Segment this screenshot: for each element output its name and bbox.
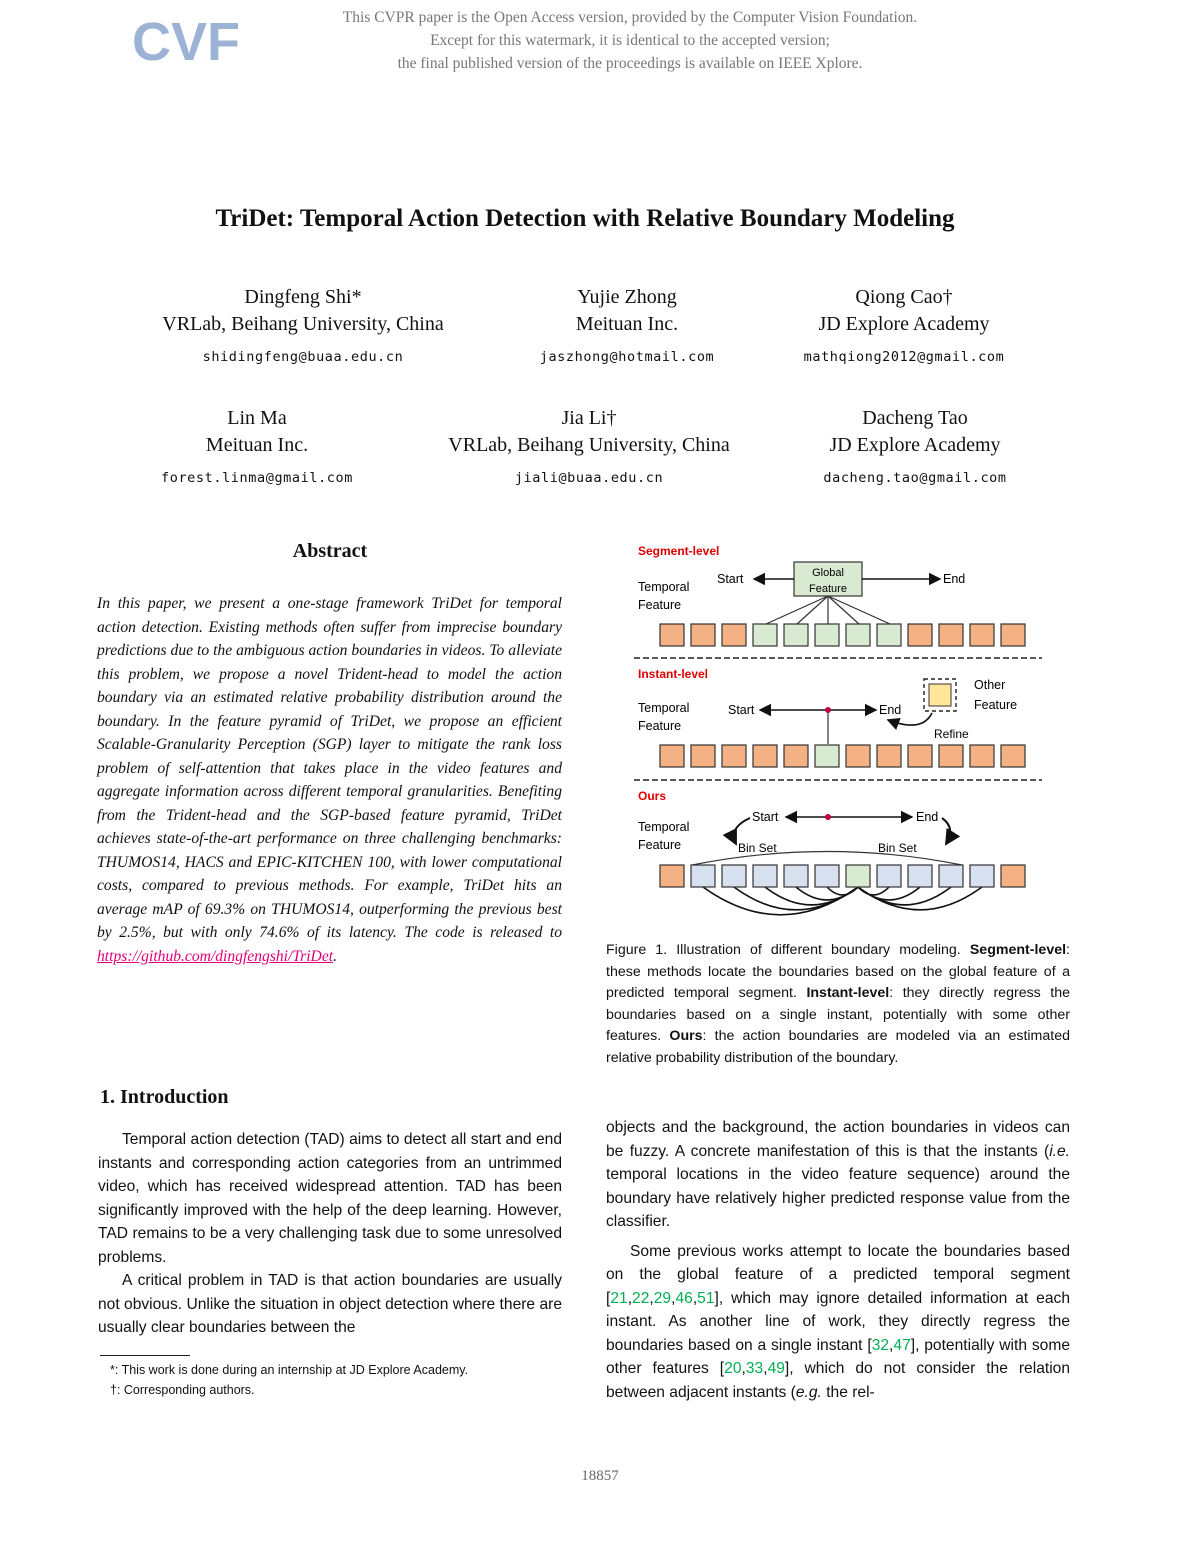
start-label-seg: Start [717,572,744,586]
author-block-6 [735,405,1095,492]
feature-cell [722,745,746,767]
feature-cell [846,745,870,767]
temporal-feature-text: Temporal Feature [638,820,690,852]
author-block-4 [77,405,437,492]
start-label-ours: Start [752,810,779,824]
footnotes [110,1360,468,1400]
caption-intro: Illustration of different boundary modeling. [676,942,961,958]
author-block-3 [724,284,1084,371]
temporal-feature-label: Temporal Feature [638,580,690,612]
feature-cell [815,624,839,646]
feature-cell [1001,624,1025,646]
refine-label: Refine [934,727,969,741]
citation-link[interactable]: 29 [653,1289,672,1307]
watermark [260,6,1000,75]
temporal-feature-text: Temporal Feature [638,701,690,733]
author-email: mathqiong2012@gmail.com [803,349,1005,365]
feature-cell [691,745,715,767]
panel-label-instant: Instant-level [638,667,709,681]
section-heading-introduction: 1. Introduction [100,1086,229,1108]
caption-segment-bold: Segment-level [969,942,1067,958]
feature-cell [784,745,808,767]
relation-arc [827,887,858,895]
relation-arc [858,887,982,910]
feature-cell [970,745,994,767]
feature-cell [691,865,715,887]
abstract-text: In this paper, we present a one-stage framework TriDet for temporal action detection. Existing methods often suffer from imprecise boundary predictions due to the ambiguous action boundaries in videos. To alleviate this problem, we propose a novel Trident-head to model the action boundary via an estimated relative probability distribution around the boundary. In the feature pyramid of TriDet, we propose an efficient Scalable-Granularity Perception (SGP) layer to mitigate the rank loss problem of self-attention that takes place in the video features and aggregate information across different temporal granularities. Benefiting from the Trident-head and the SGP-based feature pyramid, TriDet achieves state-of-the-art performance on three challenging benchmarks: THUMOS14, HACS and EPIC-KITCHEN 100, with lower computational costs, compared to previous methods. For example, TriDet hits an average mAP of 69.3% on THUMOS14, outperforming the previous best by 2.5%, but with only 74.6% of its latency. The code is released to [97,595,562,941]
citation-link[interactable]: 51 [697,1289,715,1307]
caption-label: Figure 1. [606,942,668,958]
author-affiliation: Meituan Inc. [575,313,679,335]
feature-cell [939,745,963,767]
watermark-line-2: Except for this watermark, it is identical to the accepted version; [430,32,830,49]
text-run: Some previous works attempt to locate the boundaries based on the global feature of a predicted temporal segment [ [606,1242,1070,1307]
feature-cell [1001,865,1025,887]
feature-cell [846,624,870,646]
text-run: ], which may ignore detailed information at each instant. As another line of work, they directly regress the boundaries based on a single instant [ [606,1289,1070,1354]
other-feature-label: Other Feature [974,678,1018,712]
author-name: Dacheng Tao [862,407,968,429]
author-name: Dingfeng Shi* [244,286,362,308]
feature-cell [877,745,901,767]
watermark-line-3: the final published version of the proceedings is available on IEEE Xplore. [397,55,863,72]
intro-paragraph-2: A critical problem in TAD is that action boundaries are usually not obvious. Unlike the situation in object detection where there are usually clear boundaries between the [98,1272,562,1336]
author-affiliation: VRLab, Beihang University, China [448,434,730,456]
page-number: 18857 [581,1468,619,1484]
global-feature-label: Global Feature [809,567,847,595]
citation-link[interactable]: 49 [767,1360,785,1377]
text-run: the rel- [821,1383,875,1401]
feature-row-instant [660,745,1025,767]
citation-link[interactable]: 32 [871,1336,890,1354]
footnote-divider [100,1355,190,1356]
author-affiliation: JD Explore Academy [818,313,990,335]
caption-ours-bold: Ours [669,1028,703,1044]
feature-row-ours [660,865,1025,887]
text-run: ], potentially with some other features [ [606,1336,1070,1377]
feature-cell [908,865,932,887]
feature-cell [753,865,777,887]
footnote-1: *: This work is done during an internship at JD Explore Academy. [110,1363,469,1377]
feature-cell [846,865,870,887]
text-run: ], which do not consider the relation between adjacent instants ( [606,1360,1071,1401]
author-affiliation: VRLab, Beihang University, China [162,313,444,335]
footnote-2: †: Corresponding authors. [110,1383,255,1397]
text-run: temporal locations in the video feature sequence) around the boundary have relatively higher predicted response value from the classifier. [606,1166,1070,1230]
citation-link[interactable]: 20 [724,1360,742,1377]
author-name: Yujie Zhong [577,286,677,308]
feature-cell [660,745,684,767]
figure-1 [632,538,1044,918]
citation-link[interactable]: 46 [675,1289,693,1307]
feature-cell [939,865,963,887]
bin-set-right: Bin Set [878,841,917,855]
author-affiliation: JD Explore Academy [829,434,1001,456]
feature-cell [908,745,932,767]
feature-cell [753,624,777,646]
citation-group-2[interactable]: 32,47 [871,1336,911,1354]
panel-label-segment: Segment-level [638,544,720,558]
author-block-5 [409,405,769,492]
right-paragraph-1 [606,1116,1070,1234]
end-label-ours: End [916,810,939,824]
panel-label-ours: Ours [638,789,667,803]
caption-ours-text: : the action boundaries are modeled via an estimated relative probability distribution of the boundary. [606,1028,1070,1066]
feature-cell [660,865,684,887]
abstract-end: . [333,947,337,965]
feature-cell [753,745,777,767]
cvf-logo [132,10,240,72]
citation-link[interactable]: 21 [610,1289,628,1307]
author-email: jaszhong@hotmail.com [539,349,715,365]
code-link[interactable]: https://github.com/dingfengshi/TriDet [97,947,334,965]
citation-group-1[interactable]: 21,22,29,46,51 [610,1289,715,1307]
end-label-seg: End [943,572,966,586]
ours-point [825,814,831,820]
relation-arcs [703,887,982,915]
text-run: objects and the background, the action boundaries in videos can be fuzzy. A concrete manifestation of this is that the instants ( [606,1119,1070,1160]
watermark-line-1: This CVPR paper is the Open Access version, provided by the Computer Vision Foundation. [342,9,918,26]
bin-bracket [692,852,962,866]
abstract-heading: Abstract [292,540,368,562]
feature-cell [1001,745,1025,767]
author-email: dacheng.tao@gmail.com [823,470,1007,486]
author-email: forest.linma@gmail.com [160,470,353,486]
text-run-italic: i.e. [1049,1142,1070,1160]
right-paragraph-2 [606,1240,1070,1405]
feature-cell [784,865,808,887]
feature-cell [784,624,808,646]
feature-cell [970,624,994,646]
citation-group-3[interactable]: 20,33,49 [724,1360,785,1377]
intro-paragraph-1: Temporal action detection (TAD) aims to detect all start and end instants and corresponding action categories from an untrimmed video, which has received widespread attention. TAD has been significantly improved with the help of the deep learning. However, TAD remains to be a very challenging task due to some unresolved problems. [98,1131,562,1266]
other-feature-box [929,684,951,706]
author-block-1 [123,284,483,371]
feature-cell [877,865,901,887]
bin-arrow-right [942,818,950,844]
text-run-italic: e.g. [795,1383,822,1401]
author-email: jiali@buaa.edu.cn [514,470,664,486]
caption-instant-text: : they directly regress the boundaries based on a single instant, potentially with some other features. [606,985,1070,1044]
feature-cell [722,624,746,646]
abstract-body [97,592,562,968]
cvf-logo-text: CVF [132,12,240,72]
feature-cell [970,865,994,887]
author-affiliation: Meituan Inc. [205,434,309,456]
caption-instant-bold: Instant-level [806,985,890,1001]
bin-set-left: Bin Set [738,841,777,855]
feature-cell [815,745,839,767]
author-name: Lin Ma [227,407,287,429]
citation-link[interactable]: 47 [893,1336,911,1354]
figure-caption [606,940,1070,1069]
introduction-body [98,1128,562,1340]
right-column-body [606,1116,1070,1404]
feature-cell [722,865,746,887]
caption-segment-text: : these methods locate the boundaries based on the global feature of a predicted temporal segment. [606,942,1070,1001]
end-label-inst: End [879,703,902,717]
citation-link[interactable]: 33 [745,1360,764,1377]
feature-cell [939,624,963,646]
feature-cell [660,624,684,646]
citation-link[interactable]: 22 [632,1289,650,1307]
feature-cell [815,865,839,887]
paper-title: TriDet: Temporal Action Detection with Relative Boundary Modeling [215,205,955,232]
start-label-inst: Start [728,703,755,717]
feature-row-segment [660,624,1025,646]
author-name: Jia Li† [561,407,617,429]
segment-fan-lines [766,596,890,624]
feature-cell [691,624,715,646]
author-email: shidingfeng@buaa.edu.cn [202,349,404,365]
author-name: Qiong Cao† [855,286,953,308]
feature-cell [908,624,932,646]
feature-cell [877,624,901,646]
instant-point [825,707,831,713]
